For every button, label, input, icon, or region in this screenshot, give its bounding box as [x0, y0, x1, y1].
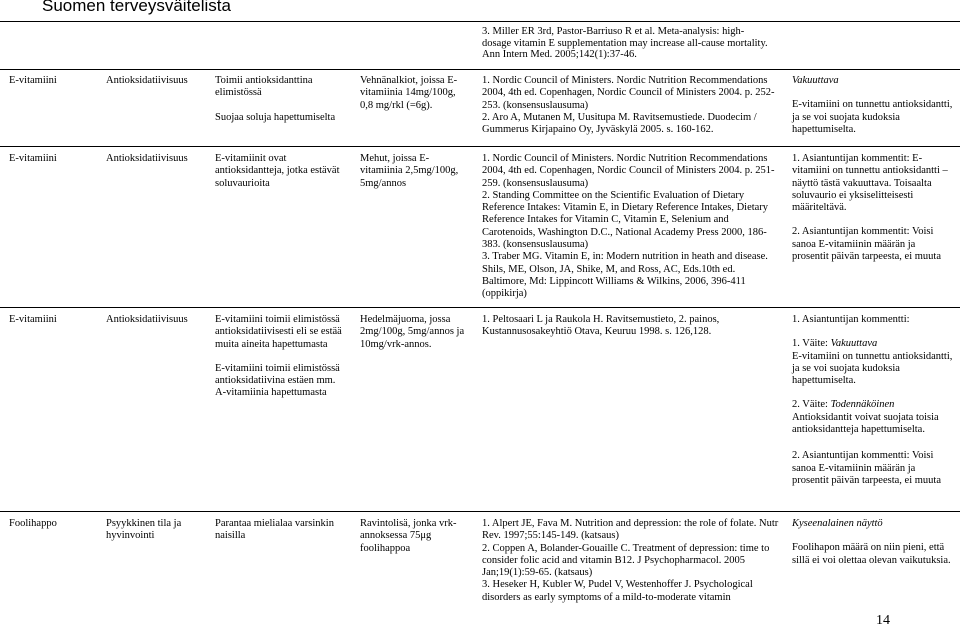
references-cell: 1. Nordic Council of Ministers. Nordic Nutrition Recommendations 2004, 4th ed. Copenhagen, Nordic Council of Ministers 2004. p. 252-253. (konsensuslausuma) 2. Aro A, Mutanen M, Uusitupa M. Ravitsemustiede. Duodecim / Gummerus Kirjapaino Oy, Jyväskylä 2005. s. 160-162. [482, 75, 775, 136]
amount-cell: Mehut, joissa E-vitamiinia 2,5mg/100g, 5mg/annos [360, 153, 459, 189]
divider [0, 307, 960, 308]
assessment-cell [792, 153, 954, 263]
substance-cell: E-vitamiini [9, 153, 57, 164]
assessment-verdict: Kyseenalainen näyttö [792, 518, 883, 529]
continued-reference [482, 26, 782, 61]
references-cell: 1. Alpert JE, Fava M. Nutrition and depression: the role of folate. Nutr Rev. 1997;55:145-149. (katsaus) 2. Coppen A, Bolander-Gouaille C. Treatment of depression: time to consider folic acid and vitamin B12. J Psychopharmacol. 2005 Jan;19(1):59-65. (katsaus) 3. Heseker H, Kubler W, Pudel V, Westenhoffer J. Psychological disorders as early symptoms of a mild-to-moderate vitamin [482, 518, 779, 603]
amount-cell: Ravintolisä, jonka vrk-annoksessa 75μg foolihappoa [360, 518, 457, 554]
claim-cell [215, 75, 345, 124]
page-number: 14 [876, 613, 890, 628]
references-cell: 1. Nordic Council of Ministers. Nordic Nutrition Recommendations 2004, 4th ed. Copenhagen, Nordic Council of Ministers 2004. p. 251-259. (konsensuslausuma) 2. Standing Committee on the Scientific Evaluation of Dietary Reference Intakes: Vitamin E, in Dietary Reference Intakes, Dietary Reference Intakes for Vitamin C, Vitamin E, Selenium and Carotenoids, Washington D.C., National Academy Press 2000, 186-383. (konsensuslausuma) 3. Traber MG. Vitamin E, in: Modern nutrition in heath and disease. Shils, ME, Olson, JA, Shike, M, and Ross, AC, Eds.10th ed. Baltimore, Md: Lippincott Williams & Wilkins, 2006, 396-411 (oppikirja) [482, 153, 775, 300]
divider [0, 146, 960, 147]
assessment-text: 2. Asiantuntijan kommentit: Voisi sanoa E-vitamiinin määrän ja prosentit päivän tarpeesta, ei muuta [792, 226, 941, 263]
claim-label: 2. Väite: [792, 399, 831, 411]
assessment-cell [792, 518, 954, 567]
assessment-verdict: Vakuuttava [830, 338, 878, 350]
claim-cell: E-vitamiinit ovat antioksidantteja, jotka estävät soluvaurioita [215, 153, 340, 189]
page-header-title: Suomen terveysväitelista [42, 0, 231, 15]
assessment-verdict: Todennäköinen [830, 399, 895, 411]
claim-label: 1. Väite: [792, 338, 831, 350]
assessment-claim [792, 399, 954, 436]
references-cell: 1. Peltosaari L ja Raukola H. Ravitsemustieto, 2. painos, Kustannusosakeyhtiö Otava, Keuruu 1998. s. 126,128. [482, 314, 720, 338]
assessment-cell [792, 314, 954, 487]
assessment-text: 1. Asiantuntijan kommentit: E-vitamiini on tunnettu antioksidantti – näyttö tästä vakuuttava. Toisaalta soluvaurio ei yksiselitteisesti määriteltävä. [792, 153, 948, 214]
claim-text: E-vitamiini toimii elimistössä antioksidatiivisesti eli se estää muita aineita hapettumasta [215, 314, 342, 350]
effect-cell: Antioksidatiivisuus [106, 314, 188, 325]
reference-line: Ann Intern Med. 2005;142(1):37-46. [482, 49, 637, 60]
substance-cell: E-vitamiini [9, 75, 57, 86]
claim-text: Suojaa soluja hapettumiselta [215, 111, 336, 123]
amount-cell: Hedelmäjuoma, jossa 2mg/100g, 5mg/annos ja 10mg/vrk-annos. [360, 314, 465, 350]
assessment-cell [792, 75, 954, 136]
reference-line: dosage vitamin E supplementation may increase all-cause mortality. [482, 37, 768, 49]
effect-cell: Antioksidatiivisuus [106, 75, 188, 86]
divider [0, 21, 960, 22]
assessment-text: Foolihapon määrä on niin pieni, että sillä ei voi olettaa olevan vaikutuksia. [792, 542, 951, 566]
divider [0, 511, 960, 512]
assessment-claim [792, 338, 954, 387]
assessment-text: Antioksidantit voivat suojata toisia antioksidantteja hapettumiselta. [792, 411, 939, 436]
claim-cell: Parantaa mielialaa varsinkin naisilla [215, 518, 334, 542]
claim-text: Toimii antioksidanttina elimistössä [215, 75, 313, 99]
assessment-text: 2. Asiantuntijan kommentti: Voisi sanoa E-vitamiinin määrän ja prosentit päivän tarpeesta, ei muuta [792, 450, 941, 486]
assessment-verdict: Vakuuttava [792, 75, 839, 86]
substance-cell: E-vitamiini [9, 314, 57, 325]
claim-cell [215, 314, 347, 400]
substance-cell: Foolihappo [9, 518, 57, 529]
claim-text: E-vitamiini toimii elimistössä antioksidatiivina estäen mm. A-vitamiinia hapettumasta [215, 362, 340, 399]
assessment-heading: 1. Asiantuntijan kommentti: [792, 314, 910, 325]
reference-line: 3. Miller ER 3rd, Pastor-Barriuso R et al. Meta-analysis: high- [482, 26, 745, 37]
effect-cell: Antioksidatiivisuus [106, 153, 188, 164]
amount-cell: Vehnänalkiot, joissa E-vitamiinia 14mg/100g, 0,8 mg/rkl (=6g). [360, 75, 458, 111]
assessment-text: E-vitamiini on tunnettu antioksidantti, ja se voi suojata kudoksia hapettumiselta. [792, 350, 953, 387]
assessment-text: E-vitamiini on tunnettu antioksidantti, ja se voi suojata kudoksia hapettumiselta. [792, 99, 953, 135]
divider [0, 69, 960, 70]
effect-cell: Psyykkinen tila ja hyvinvointi [106, 518, 182, 542]
